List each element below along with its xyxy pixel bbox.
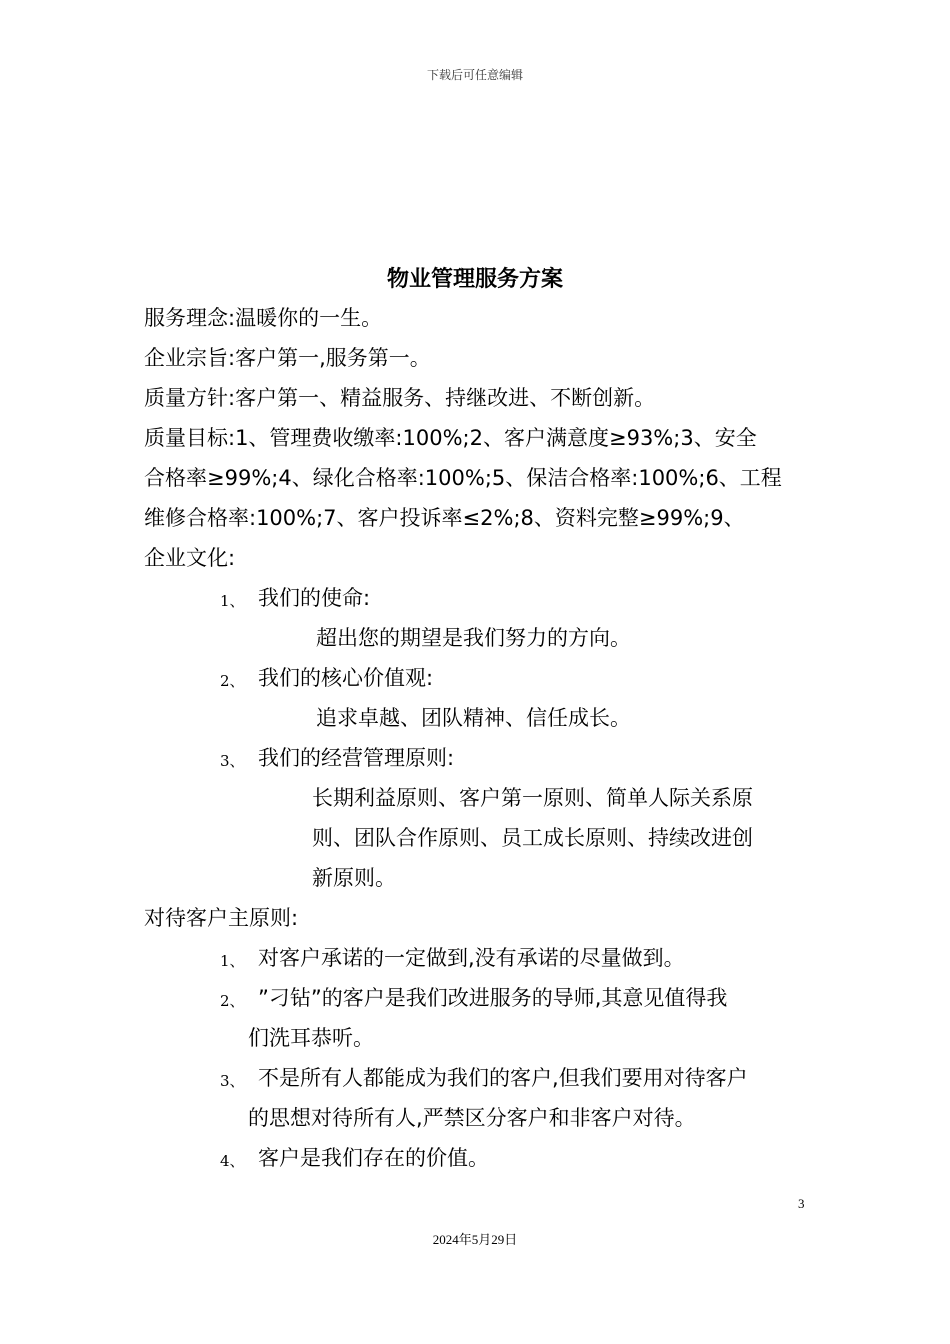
culture-item-label: 我们的使命: bbox=[258, 586, 371, 610]
culture-item-label: 我们的核心价值观: bbox=[258, 666, 434, 690]
quality-goals-line-3: 维修合格率:100%;7、客户投诉率≤2%;8、资料完整≥99%;9、 bbox=[144, 506, 745, 530]
quality-goals-line-2: 合格率≥99%;4、绿化合格率:100%;5、保洁合格率:100%;6、工程 bbox=[144, 466, 782, 490]
customer-principles-heading: 对待客户主原则: bbox=[144, 906, 299, 930]
principle-number: 4、 bbox=[220, 1152, 245, 1170]
document-title: 物业管理服务方案 bbox=[386, 267, 563, 292]
principle-text: 客户是我们存在的价值。 bbox=[258, 1146, 489, 1170]
company-purpose: 企业宗旨:客户第一,服务第一。 bbox=[144, 346, 431, 370]
page-footer-date: 2024年5月29日 bbox=[432, 1232, 518, 1247]
principle-text: 们洗耳恭听。 bbox=[248, 1026, 374, 1050]
principle-text: 对客户承诺的一定做到,没有承诺的尽量做到。 bbox=[258, 946, 685, 970]
culture-item-content: 追求卓越、团队精神、信任成长。 bbox=[316, 706, 631, 730]
principle-number: 3、 bbox=[220, 1072, 245, 1090]
principle-number: 2、 bbox=[220, 992, 245, 1010]
culture-item-label: 我们的经营管理原则: bbox=[258, 746, 455, 770]
service-philosophy: 服务理念:温暖你的一生。 bbox=[144, 306, 383, 330]
corporate-culture-heading: 企业文化: bbox=[144, 546, 236, 570]
culture-item-content: 超出您的期望是我们努力的方向。 bbox=[316, 626, 631, 650]
culture-item-number: 1、 bbox=[220, 592, 245, 610]
culture-item-content: 新原则。 bbox=[312, 866, 396, 890]
quality-policy: 质量方针:客户第一、精益服务、持继改进、不断创新。 bbox=[144, 386, 656, 410]
culture-item-content: 长期利益原则、客户第一原则、简单人际关系原 bbox=[312, 786, 753, 810]
quality-goals-line-1: 质量目标:1、管理费收缴率:100%;2、客户满意度≥93%;3、安全 bbox=[144, 426, 757, 450]
principle-number: 1、 bbox=[220, 952, 245, 970]
culture-item-number: 2、 bbox=[220, 672, 245, 690]
principle-text: ”刁钻”的客户是我们改进服务的导师,其意见值得我 bbox=[258, 986, 728, 1010]
culture-item-number: 3、 bbox=[220, 752, 245, 770]
principle-text: 的思想对待所有人,严禁区分客户和非客户对待。 bbox=[248, 1106, 696, 1130]
principle-text: 不是所有人都能成为我们的客户,但我们要用对待客户 bbox=[258, 1066, 748, 1090]
page-header: 下载后可任意编辑 bbox=[426, 68, 523, 82]
page-number: 3 bbox=[798, 1196, 805, 1211]
culture-item-content: 则、团队合作原则、员工成长原则、持续改进创 bbox=[312, 826, 753, 850]
